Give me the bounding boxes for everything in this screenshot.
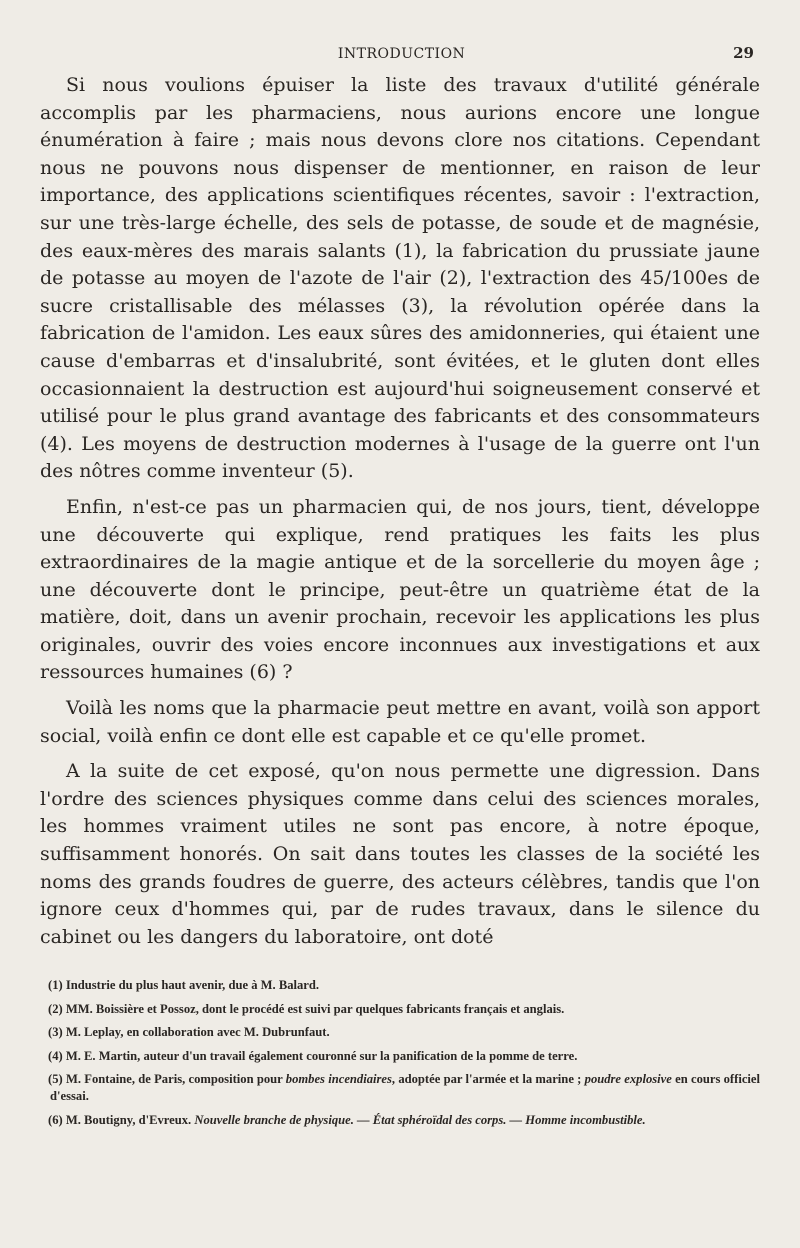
footnote-italic: Nouvelle branche de physique. — État sphéroïdal des corps. — Homme incombustible. (194, 1112, 646, 1127)
footnote-text: , adoptée par l'armée et la marine ; (391, 1072, 585, 1087)
footnote: (3) M. Leplay, en collaboration avec M. Dubrunfaut. (48, 1025, 330, 1040)
paragraph: Si nous voulions épuiser la liste des travaux d'utilité générale accomplis par les pharmaciens, nous aurions encore une longue énumération à faire ; mais nous devons clore nos citations. Cependant nous ne pouvons nous dispenser de mentionner, en raison de leur importance, des applications scientifiques récentes, savoir : l'extraction, sur une très-large échelle, des sels de potasse, de soude et de magnésie, des eaux-mères des marais salants (1), la fabrication du prussiate jaune de potasse au moyen de l'azote de l'air (2), l'extraction des 45/100es de sucre cristallisable des mélasses (3), la révolution opérée dans la fabrication de l'amidon. Les eaux sûres des amidonneries, qui étaient une cause d'embarras et d'insalubrité, sont évitées, et le gluten dont elles occasionnaient la destruction est aujourd'hui soigneusement conservé et utilisé pour le plus grand avantage des fabricants et des consommateurs (4). Les moyens de destruction modernes à l'usage de la guerre ont l'un des nôtres comme inventeur (5). (40, 74, 760, 483)
page-number: 29 (733, 44, 754, 62)
running-title: INTRODUCTION (337, 46, 466, 62)
footnote-italic: poudre explosive (584, 1072, 672, 1087)
footnote-text: en cours officiel d'essai. (50, 1072, 760, 1104)
footnote-text: (6) M. Boutigny, d'Evreux. (48, 1112, 195, 1127)
main-text (40, 72, 760, 951)
footnote (40, 1112, 760, 1129)
footnote: (1) Industrie du plus haut avenir, due à M. Balard. (48, 978, 320, 993)
footnotes (40, 977, 760, 1129)
footnote-text: (5) M. Fontaine, de Paris, composition pour (48, 1072, 286, 1087)
footnote (40, 1071, 760, 1106)
footnote: (2) MM. Boissière et Possoz, dont le procédé est suivi par quelques fabricants français et anglais. (48, 1001, 565, 1016)
footnote: (4) M. E. Martin, auteur d'un travail également couronné sur la panification de la pomme de terre. (48, 1048, 578, 1063)
running-header (40, 44, 760, 72)
paragraph: Voilà les noms que la pharmacie peut mettre en avant, voilà son apport social, voilà enfin ce dont elle est capable et ce qu'elle promet. (40, 697, 760, 747)
paragraph: A la suite de cet exposé, qu'on nous permette une digression. Dans l'ordre des sciences physiques comme dans celui des sciences morales, les hommes vraiment utiles ne sont pas encore, à notre époque, suffisamment honorés. On sait dans toutes les classes de la société les noms des grands foudres de guerre, des acteurs célèbres, tandis que l'on ignore ceux d'hommes qui, par de rudes travaux, dans le silence du cabinet ou les dangers du laboratoire, ont doté (40, 760, 760, 948)
footnote-italic: bombes incendiaires (285, 1072, 392, 1087)
paragraph: Enfin, n'est-ce pas un pharmacien qui, de nos jours, tient, développe une découverte qui explique, rend pratiques les faits les plus extraordinaires de la magie antique et de la sorcellerie du moyen âge ; une découverte dont le principe, peut-être un quatrième état de la matière, doit, dans un avenir prochain, recevoir les applications les plus originales, ouvrir des voies encore inconnues aux investigations et aux ressources humaines (6) ? (40, 495, 760, 684)
